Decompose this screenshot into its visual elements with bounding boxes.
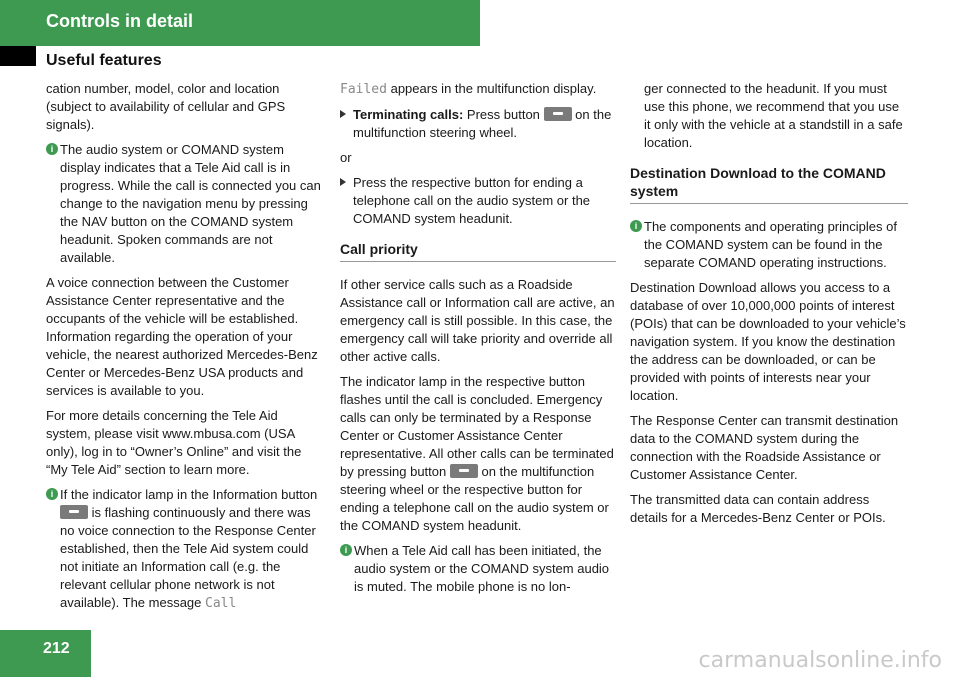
section-heading: Destination Download to the COMAND system <box>630 164 908 204</box>
instruction-item <box>340 106 616 142</box>
section-title: Controls in detail <box>46 11 194 31</box>
page-subtitle: Useful features <box>46 52 162 69</box>
watermark: carmanualsonline.info <box>698 648 942 673</box>
info-text: If the indicator lamp in the Information button <box>60 487 318 502</box>
instruction-label: Terminating calls: <box>353 107 464 122</box>
display-message: Failed <box>340 82 387 97</box>
info-icon: i <box>46 143 58 155</box>
paragraph: cation number, model, color and location (subject to availability of cellular and GPS signals). <box>46 81 286 132</box>
paragraph: or <box>340 150 352 165</box>
paragraph: The Response Center can transmit destination data to the COMAND system during the connection with the Roadside Assistance or Customer Assistance Center. <box>630 413 899 482</box>
section-header <box>0 0 480 46</box>
paragraph: The transmitted data can contain address details for a Mercedes-Benz Center or POIs. <box>630 492 886 525</box>
info-text: The components and operating principles of the COMAND system can be found in the separate COMAND operating instructions. <box>644 219 897 270</box>
info-text: is flashing continuously and there was no voice connection to the Response Center established, then the Tele Aid system could not initiate an Information call (e.g. the relevant cellular phone network is not available). The message <box>60 505 316 610</box>
bullet-arrow-icon <box>340 110 346 118</box>
paragraph-text: The indicator lamp in the respective button flashes until the call is concluded. Emergency calls can only be terminated by a Response Center or Customer Assistance Center representative. All other calls can be terminated by pressing button <box>340 374 614 479</box>
end-call-button-icon <box>450 464 478 478</box>
instruction-text: Press button <box>466 107 540 122</box>
paragraph-text: on the multifunction steering wheel or the respective button for ending a telephone call on the audio system or the COMAND system headunit. <box>340 464 609 533</box>
paragraph: ger connected to the headunit. If you must use this phone, we recommend that you use it only with the vehicle at a standstill in a safe location. <box>644 81 903 150</box>
instruction-text: Press the respective button for ending a telephone call on the audio system or the COMAND system headunit. <box>353 175 591 226</box>
paragraph-text: appears in the multifunction display. <box>390 81 597 96</box>
paragraph <box>340 373 616 535</box>
paragraph <box>340 80 616 99</box>
display-message: Call <box>205 596 237 611</box>
paragraph: Destination Download allows you access to a database of over 10,000,000 points of interest (POIs) that can be downloaded to your vehicle’s navigation system. If you know the destination the address can be downloaded, or can be provided with points of interests near your location. <box>630 280 906 403</box>
column-left <box>46 80 326 620</box>
info-note <box>46 141 326 267</box>
info-note <box>46 486 326 613</box>
section-heading: Call priority <box>340 240 616 262</box>
column-right <box>630 80 908 534</box>
info-note <box>630 218 908 272</box>
paragraph: A voice connection between the Customer Assistance Center representative and the occupants of the vehicle will be established. Information regarding the operation of your vehicle, the nearest authorized Mercedes-Benz Center or Mercedes-Benz USA products and services is available to you. <box>46 275 318 398</box>
paragraph: For more details concerning the Tele Aid system, please visit www.mbusa.com (USA only), log in to “Owner’s Online” and visit the “My Tele Aid” section to learn more. <box>46 408 302 477</box>
info-text: The audio system or COMAND system display indicates that a Tele Aid call is in progress. While the call is connected you can change to the navigation menu by pressing the NAV button on the COMAND system headunit. Spoken commands are not available. <box>60 142 321 265</box>
information-button-icon <box>60 505 88 519</box>
end-call-button-icon <box>544 107 572 121</box>
instruction-text: on the multifunction steering wheel. <box>353 107 612 140</box>
instruction-item <box>340 174 616 228</box>
info-icon: i <box>340 544 352 556</box>
info-icon: i <box>46 488 58 500</box>
column-middle <box>340 80 616 603</box>
bullet-arrow-icon <box>340 178 346 186</box>
header-tab-marker <box>0 46 36 66</box>
paragraph: If other service calls such as a Roadside Assistance call or Information call are active, an emergency call is still possible. In this case, the emergency call will take priority and override all other active calls. <box>340 277 615 364</box>
info-note <box>340 542 616 596</box>
page-number-box <box>0 630 91 677</box>
info-icon: i <box>630 220 642 232</box>
page-number: 212 <box>43 640 70 657</box>
info-text: When a Tele Aid call has been initiated, the audio system or the COMAND system audio is muted. The mobile phone is no lon- <box>354 543 610 594</box>
